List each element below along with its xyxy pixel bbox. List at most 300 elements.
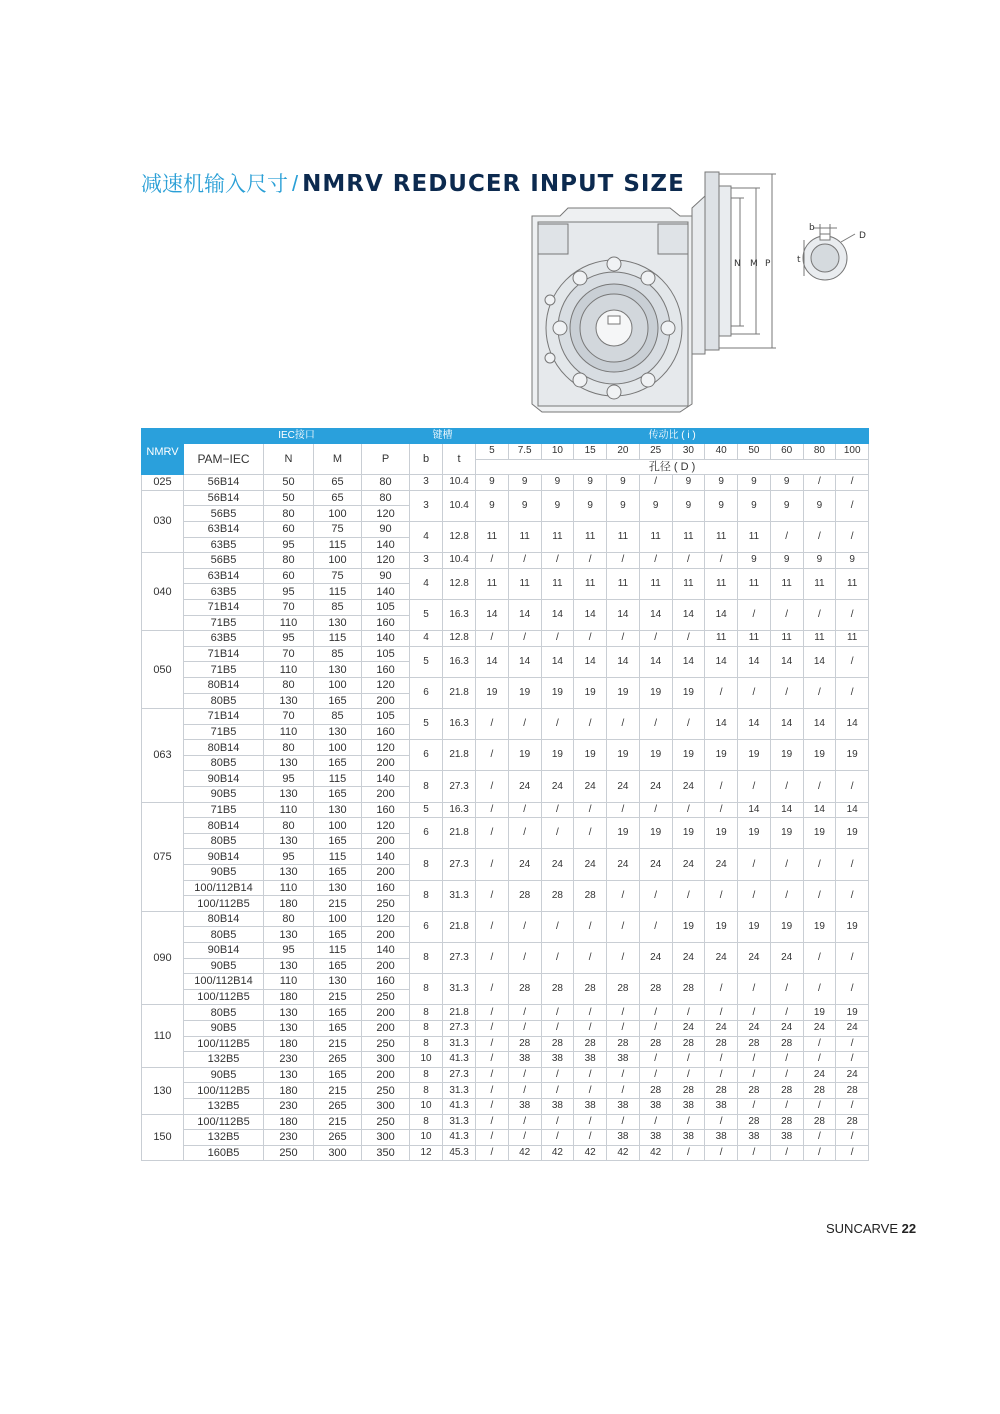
key-t-cell: 27.3	[443, 771, 476, 802]
bore-cell: 24	[738, 1020, 771, 1036]
bore-cell: /	[541, 802, 574, 818]
n-cell: 80	[264, 911, 314, 927]
m-cell: 85	[314, 599, 362, 615]
p-cell: 160	[362, 724, 410, 740]
n-cell: 180	[264, 989, 314, 1005]
bore-cell: 19	[770, 911, 803, 942]
bore-cell: 11	[770, 631, 803, 647]
pam-cell: 100/112B5	[184, 1083, 264, 1099]
bore-cell: /	[607, 943, 640, 974]
n-cell: 80	[264, 740, 314, 756]
table-row	[142, 1067, 869, 1083]
bore-cell: 9	[508, 475, 541, 491]
bore-cell: 11	[705, 568, 738, 599]
bore-cell: /	[705, 553, 738, 569]
bore-cell: 14	[541, 646, 574, 677]
pam-cell: 71B5	[184, 615, 264, 631]
key-t-cell: 21.8	[443, 677, 476, 708]
bore-cell: /	[476, 631, 509, 647]
bore-cell: /	[836, 490, 869, 521]
n-cell: 95	[264, 584, 314, 600]
key-b-cell: 4	[410, 568, 443, 599]
p-cell: 140	[362, 537, 410, 553]
bore-cell: /	[672, 1052, 705, 1068]
header-m: M	[314, 444, 362, 475]
key-t-cell: 16.3	[443, 802, 476, 818]
table-row	[142, 1130, 869, 1146]
key-b-cell: 5	[410, 802, 443, 818]
bore-cell: 19	[508, 677, 541, 708]
bore-cell: 28	[639, 974, 672, 1005]
key-b-cell: 10	[410, 1130, 443, 1146]
bore-cell: 14	[770, 709, 803, 740]
bore-cell: /	[803, 943, 836, 974]
bore-cell: 9	[607, 475, 640, 491]
bore-cell: /	[476, 1067, 509, 1083]
p-cell: 160	[362, 880, 410, 896]
m-cell: 165	[314, 693, 362, 709]
n-cell: 180	[264, 1036, 314, 1052]
bore-cell: /	[541, 1020, 574, 1036]
bore-cell: /	[508, 709, 541, 740]
title-cn: 减速机输入尺寸	[141, 172, 288, 196]
n-cell: 230	[264, 1052, 314, 1068]
bore-cell: /	[705, 1145, 738, 1161]
bore-cell: 9	[476, 490, 509, 521]
bore-cell: 11	[476, 521, 509, 552]
bore-cell: 14	[738, 709, 771, 740]
keyway-drawing	[795, 220, 870, 285]
key-b-cell: 5	[410, 646, 443, 677]
bore-cell: /	[705, 974, 738, 1005]
ratio-header: 50	[738, 444, 771, 460]
header-ratio: 传动比 ( i )	[476, 429, 869, 444]
key-b-cell: 8	[410, 943, 443, 974]
bore-cell: 14	[607, 599, 640, 630]
bore-cell: 19	[738, 740, 771, 771]
bore-cell: /	[803, 677, 836, 708]
n-cell: 230	[264, 1098, 314, 1114]
table-row	[142, 475, 869, 491]
bore-cell: /	[574, 943, 607, 974]
bore-cell: 11	[639, 521, 672, 552]
bore-cell: 42	[607, 1145, 640, 1161]
table-row	[142, 568, 869, 584]
bore-cell: 9	[541, 490, 574, 521]
bore-cell: /	[836, 880, 869, 911]
bore-cell: /	[770, 771, 803, 802]
key-t-cell: 31.3	[443, 1114, 476, 1130]
pam-cell: 56B14	[184, 475, 264, 491]
bore-cell: 9	[508, 490, 541, 521]
p-cell: 105	[362, 646, 410, 662]
bore-cell: /	[770, 1005, 803, 1021]
n-cell: 180	[264, 896, 314, 912]
key-b-cell: 8	[410, 1036, 443, 1052]
bore-cell: 14	[476, 599, 509, 630]
pam-cell: 90B5	[184, 865, 264, 881]
bore-cell: 9	[541, 475, 574, 491]
bore-cell: /	[476, 1145, 509, 1161]
bore-cell: 11	[836, 631, 869, 647]
bore-cell: 11	[705, 521, 738, 552]
key-t-cell: 16.3	[443, 709, 476, 740]
bore-cell: /	[541, 1067, 574, 1083]
bore-cell: /	[607, 709, 640, 740]
page-number: 22	[901, 1221, 917, 1236]
m-cell: 165	[314, 755, 362, 771]
pam-cell: 160B5	[184, 1145, 264, 1161]
bore-cell: 14	[541, 599, 574, 630]
bore-cell: /	[836, 1036, 869, 1052]
bore-cell: 19	[672, 677, 705, 708]
dim-d-label: D	[859, 231, 866, 241]
bore-cell: 28	[508, 1036, 541, 1052]
bore-cell: /	[803, 880, 836, 911]
bore-cell: /	[508, 1114, 541, 1130]
bore-cell: /	[508, 943, 541, 974]
bore-cell: 38	[607, 1098, 640, 1114]
m-cell: 130	[314, 880, 362, 896]
bore-cell: /	[541, 1114, 574, 1130]
bore-cell: /	[508, 1005, 541, 1021]
n-cell: 60	[264, 521, 314, 537]
bore-cell: /	[803, 521, 836, 552]
bore-cell: 24	[803, 1067, 836, 1083]
m-cell: 85	[314, 709, 362, 725]
bore-cell: 11	[803, 568, 836, 599]
bore-cell: 38	[574, 1052, 607, 1068]
m-cell: 165	[314, 1067, 362, 1083]
m-cell: 215	[314, 989, 362, 1005]
bore-cell: /	[672, 1114, 705, 1130]
pam-cell: 80B5	[184, 1005, 264, 1021]
bore-cell: 24	[836, 1067, 869, 1083]
p-cell: 200	[362, 927, 410, 943]
key-t-cell: 21.8	[443, 818, 476, 849]
bore-cell: 14	[803, 709, 836, 740]
bore-cell: /	[738, 1005, 771, 1021]
p-cell: 140	[362, 771, 410, 787]
bore-cell: 14	[836, 709, 869, 740]
n-cell: 250	[264, 1145, 314, 1161]
bore-cell: /	[476, 818, 509, 849]
ratio-header: 7.5	[508, 444, 541, 460]
bore-cell: /	[476, 553, 509, 569]
m-cell: 130	[314, 615, 362, 631]
n-cell: 130	[264, 693, 314, 709]
bore-cell: /	[476, 880, 509, 911]
p-cell: 200	[362, 1005, 410, 1021]
bore-cell: /	[770, 1098, 803, 1114]
bore-cell: 9	[574, 490, 607, 521]
bore-cell: /	[738, 880, 771, 911]
p-cell: 160	[362, 802, 410, 818]
pam-cell: 71B5	[184, 724, 264, 740]
pam-cell: 80B14	[184, 818, 264, 834]
bore-cell: /	[508, 1083, 541, 1099]
p-cell: 300	[362, 1098, 410, 1114]
bore-cell: 28	[574, 1036, 607, 1052]
bore-cell: 24	[541, 849, 574, 880]
bore-cell: /	[639, 1005, 672, 1021]
m-cell: 130	[314, 802, 362, 818]
n-cell: 95	[264, 943, 314, 959]
table-row	[142, 553, 869, 569]
size-cell: 130	[142, 1067, 184, 1114]
bore-cell: /	[639, 911, 672, 942]
bore-cell: /	[705, 677, 738, 708]
bore-cell: /	[574, 1020, 607, 1036]
bore-cell: /	[836, 677, 869, 708]
bore-cell: /	[607, 1067, 640, 1083]
dim-b-label: b	[809, 223, 815, 233]
bore-cell: 24	[672, 943, 705, 974]
bore-cell: /	[541, 1083, 574, 1099]
pam-cell: 90B5	[184, 1020, 264, 1036]
pam-cell: 80B14	[184, 740, 264, 756]
pam-cell: 63B14	[184, 568, 264, 584]
bore-cell: 24	[607, 771, 640, 802]
bore-cell: 11	[541, 568, 574, 599]
bore-cell: 19	[803, 1005, 836, 1021]
bore-cell: /	[574, 553, 607, 569]
key-t-cell: 45.3	[443, 1145, 476, 1161]
table-row	[142, 911, 869, 927]
bore-cell: /	[508, 553, 541, 569]
p-cell: 200	[362, 1067, 410, 1083]
bore-cell: /	[607, 1005, 640, 1021]
pam-cell: 132B5	[184, 1098, 264, 1114]
bore-cell: /	[476, 1052, 509, 1068]
bore-cell: 14	[574, 646, 607, 677]
bore-cell: 38	[607, 1052, 640, 1068]
p-cell: 120	[362, 506, 410, 522]
pam-cell: 90B14	[184, 771, 264, 787]
m-cell: 100	[314, 553, 362, 569]
size-cell: 030	[142, 490, 184, 552]
m-cell: 115	[314, 537, 362, 553]
bore-cell: 14	[639, 599, 672, 630]
size-cell: 110	[142, 1005, 184, 1067]
bore-cell: 19	[836, 740, 869, 771]
bore-cell: /	[607, 1020, 640, 1036]
bore-cell: 19	[672, 911, 705, 942]
bore-cell: /	[476, 1036, 509, 1052]
input-size-table	[141, 428, 869, 1161]
page-footer	[826, 1221, 916, 1236]
pam-cell: 80B5	[184, 927, 264, 943]
bore-cell: 24	[836, 1020, 869, 1036]
bore-cell: 24	[607, 849, 640, 880]
header-keyway: 键槽	[410, 429, 476, 444]
m-cell: 165	[314, 1020, 362, 1036]
bore-cell: 9	[476, 475, 509, 491]
bore-cell: /	[738, 677, 771, 708]
key-b-cell: 6	[410, 677, 443, 708]
key-t-cell: 12.8	[443, 521, 476, 552]
bore-cell: 9	[738, 490, 771, 521]
n-cell: 60	[264, 568, 314, 584]
bore-cell: 28	[705, 1036, 738, 1052]
table-row	[142, 1052, 869, 1068]
bore-cell: 24	[672, 1020, 705, 1036]
bore-cell: 11	[770, 568, 803, 599]
bore-cell: 24	[705, 849, 738, 880]
key-t-cell: 41.3	[443, 1130, 476, 1146]
bore-cell: 28	[738, 1036, 771, 1052]
m-cell: 65	[314, 490, 362, 506]
header-t: t	[443, 444, 476, 475]
pam-cell: 71B14	[184, 709, 264, 725]
bore-cell: 28	[672, 974, 705, 1005]
m-cell: 165	[314, 865, 362, 881]
n-cell: 110	[264, 880, 314, 896]
bore-cell: /	[738, 974, 771, 1005]
pam-cell: 100/112B14	[184, 880, 264, 896]
bore-cell: 11	[738, 631, 771, 647]
table-row	[142, 740, 869, 756]
bore-cell: /	[607, 1114, 640, 1130]
size-cell: 040	[142, 553, 184, 631]
m-cell: 115	[314, 771, 362, 787]
table-row	[142, 1083, 869, 1099]
key-b-cell: 12	[410, 1145, 443, 1161]
bore-cell: 14	[738, 802, 771, 818]
bore-cell: 24	[770, 1020, 803, 1036]
n-cell: 50	[264, 490, 314, 506]
p-cell: 200	[362, 755, 410, 771]
p-cell: 200	[362, 833, 410, 849]
p-cell: 90	[362, 568, 410, 584]
bore-cell: /	[508, 1067, 541, 1083]
header-nmrv: NMRV	[142, 429, 184, 475]
table-row	[142, 677, 869, 693]
ratio-header: 80	[803, 444, 836, 460]
bore-cell: /	[803, 1098, 836, 1114]
bore-cell: 28	[738, 1114, 771, 1130]
table-row	[142, 1020, 869, 1036]
bore-cell: /	[803, 1052, 836, 1068]
table-row	[142, 818, 869, 834]
pam-cell: 80B5	[184, 693, 264, 709]
title-en: NMRV REDUCER INPUT SIZE	[302, 171, 685, 197]
bore-cell: 9	[705, 475, 738, 491]
bore-cell: 19	[836, 818, 869, 849]
bore-cell: 28	[574, 974, 607, 1005]
bore-cell: /	[476, 1114, 509, 1130]
p-cell: 90	[362, 521, 410, 537]
dim-p-label: P	[765, 259, 771, 269]
p-cell: 250	[362, 989, 410, 1005]
bore-cell: 28	[541, 974, 574, 1005]
bore-cell: /	[836, 1052, 869, 1068]
dim-n-label: N	[734, 259, 741, 269]
n-cell: 130	[264, 1005, 314, 1021]
bore-cell: /	[508, 802, 541, 818]
pam-cell: 100/112B5	[184, 989, 264, 1005]
n-cell: 80	[264, 506, 314, 522]
bore-cell: /	[705, 802, 738, 818]
bore-cell: /	[574, 1130, 607, 1146]
bore-cell: 28	[672, 1036, 705, 1052]
bore-cell: /	[574, 802, 607, 818]
bore-cell: /	[770, 880, 803, 911]
n-cell: 130	[264, 927, 314, 943]
bore-cell: 19	[574, 740, 607, 771]
bore-cell: 9	[738, 475, 771, 491]
bore-cell: 19	[672, 740, 705, 771]
bore-cell: 38	[607, 1130, 640, 1146]
bore-cell: /	[803, 1036, 836, 1052]
bore-cell: /	[672, 880, 705, 911]
bore-cell: 38	[541, 1098, 574, 1114]
pam-cell: 56B14	[184, 490, 264, 506]
bore-cell: /	[738, 771, 771, 802]
bore-cell: 11	[639, 568, 672, 599]
table-row	[142, 802, 869, 818]
size-cell: 075	[142, 802, 184, 911]
p-cell: 200	[362, 693, 410, 709]
m-cell: 100	[314, 506, 362, 522]
bore-cell: /	[639, 1052, 672, 1068]
bore-cell: /	[705, 1005, 738, 1021]
bore-cell: 11	[574, 568, 607, 599]
bore-cell: 19	[607, 818, 640, 849]
bore-cell: /	[803, 849, 836, 880]
pam-cell: 132B5	[184, 1052, 264, 1068]
p-cell: 80	[362, 490, 410, 506]
bore-cell: /	[705, 880, 738, 911]
bore-cell: 14	[770, 646, 803, 677]
key-b-cell: 8	[410, 1020, 443, 1036]
pam-cell: 56B5	[184, 506, 264, 522]
bore-cell: /	[738, 1145, 771, 1161]
key-b-cell: 6	[410, 911, 443, 942]
m-cell: 100	[314, 818, 362, 834]
bore-cell: 42	[574, 1145, 607, 1161]
bore-cell: /	[836, 1130, 869, 1146]
bore-cell: /	[639, 475, 672, 491]
bore-cell: /	[508, 1130, 541, 1146]
bore-cell: 28	[508, 880, 541, 911]
bore-cell: 28	[803, 1114, 836, 1130]
bore-cell: /	[803, 771, 836, 802]
bore-cell: 14	[672, 599, 705, 630]
bore-cell: 28	[770, 1083, 803, 1099]
n-cell: 50	[264, 475, 314, 491]
bore-cell: /	[574, 1067, 607, 1083]
header-n: N	[264, 444, 314, 475]
bore-cell: /	[803, 599, 836, 630]
table-row	[142, 1036, 869, 1052]
pam-cell: 63B14	[184, 521, 264, 537]
m-cell: 100	[314, 677, 362, 693]
bore-cell: /	[672, 631, 705, 647]
key-t-cell: 12.8	[443, 631, 476, 647]
n-cell: 130	[264, 755, 314, 771]
pam-cell: 71B14	[184, 599, 264, 615]
bore-cell: 24	[672, 849, 705, 880]
size-cell: 090	[142, 911, 184, 1005]
bore-cell: /	[639, 1020, 672, 1036]
bore-cell: 24	[639, 771, 672, 802]
key-t-cell: 10.4	[443, 553, 476, 569]
header-b: b	[410, 444, 443, 475]
bore-cell: 14	[607, 646, 640, 677]
n-cell: 70	[264, 709, 314, 725]
bore-cell: 42	[541, 1145, 574, 1161]
